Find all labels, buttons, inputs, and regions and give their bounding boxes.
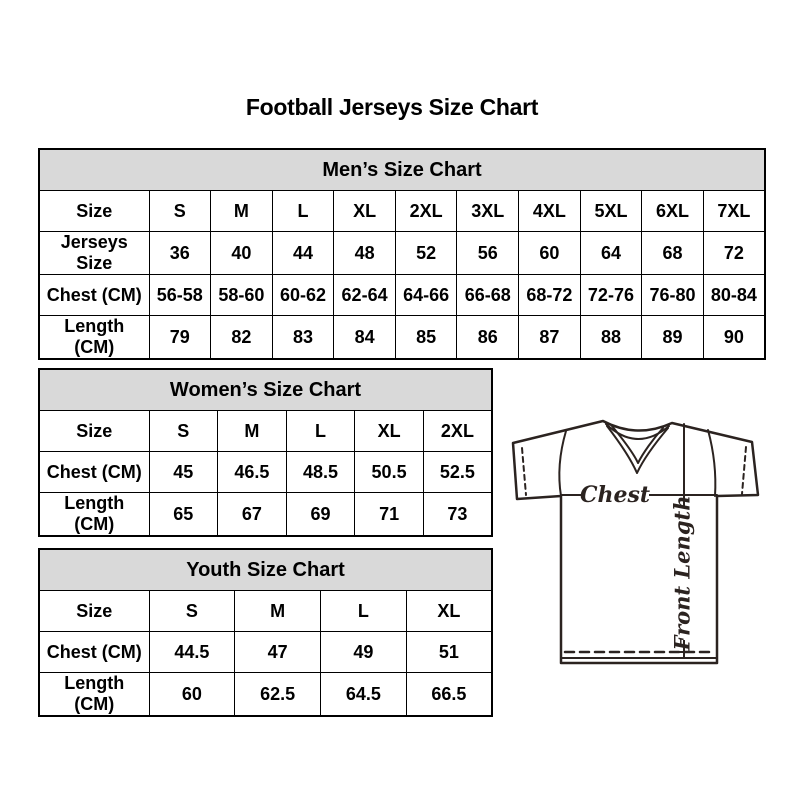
value-cell: 90	[703, 316, 765, 360]
left-cuff-stitch	[522, 448, 526, 495]
value-cell: 2XL	[423, 411, 492, 452]
row-label-cell: Chest (CM)	[39, 275, 149, 316]
value-cell: 62-64	[334, 275, 396, 316]
table-row	[39, 493, 492, 537]
womens-size-table	[38, 368, 493, 537]
value-cell: 76-80	[642, 275, 704, 316]
value-cell: 66.5	[406, 673, 492, 717]
value-cell: 73	[423, 493, 492, 537]
value-cell: 60	[519, 232, 581, 275]
value-cell: S	[149, 591, 235, 632]
value-cell: 64	[580, 232, 642, 275]
value-cell: 56	[457, 232, 519, 275]
value-cell: S	[149, 411, 218, 452]
value-cell: 52.5	[423, 452, 492, 493]
table-row	[39, 316, 765, 360]
value-cell: 48	[334, 232, 396, 275]
value-cell: 87	[519, 316, 581, 360]
value-cell: XL	[355, 411, 424, 452]
table-row	[39, 232, 765, 275]
value-cell: L	[321, 591, 407, 632]
value-cell: 71	[355, 493, 424, 537]
table-section-header: Men’s Size Chart	[39, 149, 765, 191]
table-row	[39, 632, 492, 673]
value-cell: 62.5	[235, 673, 321, 717]
value-cell: 83	[272, 316, 334, 360]
table-row	[39, 411, 492, 452]
left-armhole-seam	[559, 431, 566, 496]
value-cell: 47	[235, 632, 321, 673]
value-cell: L	[286, 411, 355, 452]
table-row	[39, 673, 492, 717]
row-label-cell: Chest (CM)	[39, 632, 149, 673]
chest-label: Chest	[579, 482, 651, 508]
value-cell: 84	[334, 316, 396, 360]
value-cell: 3XL	[457, 191, 519, 232]
table-row	[39, 452, 492, 493]
value-cell: 72	[703, 232, 765, 275]
row-label-cell: Length (CM)	[39, 316, 149, 360]
value-cell: 4XL	[519, 191, 581, 232]
value-cell: 44.5	[149, 632, 235, 673]
value-cell: 5XL	[580, 191, 642, 232]
table-header-row	[39, 149, 765, 191]
value-cell: 58-60	[211, 275, 273, 316]
value-cell: 46.5	[218, 452, 287, 493]
jersey-measurement-diagram	[500, 395, 780, 675]
mens-size-table	[38, 148, 766, 360]
value-cell: 50.5	[355, 452, 424, 493]
right-cuff-stitch	[742, 447, 746, 494]
value-cell: 72-76	[580, 275, 642, 316]
value-cell: 44	[272, 232, 334, 275]
value-cell: 69	[286, 493, 355, 537]
table-section-header: Youth Size Chart	[39, 549, 492, 591]
table-row	[39, 591, 492, 632]
value-cell: M	[218, 411, 287, 452]
value-cell: M	[211, 191, 273, 232]
value-cell: 89	[642, 316, 704, 360]
value-cell: XL	[406, 591, 492, 632]
page-title: Football Jerseys Size Chart	[245, 94, 539, 120]
value-cell: 60-62	[272, 275, 334, 316]
table-header-row	[39, 549, 492, 591]
row-label-cell: Length (CM)	[39, 673, 149, 717]
value-cell: 65	[149, 493, 218, 537]
value-cell: 88	[580, 316, 642, 360]
value-cell: 6XL	[642, 191, 704, 232]
value-cell: 51	[406, 632, 492, 673]
value-cell: 52	[395, 232, 457, 275]
value-cell: 86	[457, 316, 519, 360]
value-cell: 82	[211, 316, 273, 360]
value-cell: 67	[218, 493, 287, 537]
value-cell: 68	[642, 232, 704, 275]
value-cell: 49	[321, 632, 407, 673]
value-cell: 36	[149, 232, 211, 275]
table-row	[39, 275, 765, 316]
value-cell: 64.5	[321, 673, 407, 717]
value-cell: 85	[395, 316, 457, 360]
value-cell: 68-72	[519, 275, 581, 316]
value-cell: 80-84	[703, 275, 765, 316]
row-label-cell: Size	[39, 191, 149, 232]
value-cell: 66-68	[457, 275, 519, 316]
value-cell: 60	[149, 673, 235, 717]
table-header-row	[39, 369, 492, 411]
row-label-cell: Chest (CM)	[39, 452, 149, 493]
front-length-label: Front Length	[669, 495, 695, 651]
value-cell: 79	[149, 316, 211, 360]
row-label-cell: Size	[39, 411, 149, 452]
value-cell: 40	[211, 232, 273, 275]
value-cell: L	[272, 191, 334, 232]
table-section-header: Women’s Size Chart	[39, 369, 492, 411]
right-armhole-seam	[708, 430, 715, 496]
value-cell: S	[149, 191, 211, 232]
value-cell: XL	[334, 191, 396, 232]
value-cell: 48.5	[286, 452, 355, 493]
value-cell: 56-58	[149, 275, 211, 316]
row-label-cell: Size	[39, 591, 149, 632]
jersey-illustration	[500, 395, 780, 675]
row-label-cell: Length (CM)	[39, 493, 149, 537]
youth-size-table	[38, 548, 493, 717]
value-cell: 64-66	[395, 275, 457, 316]
value-cell: 7XL	[703, 191, 765, 232]
row-label-cell: Jerseys Size	[39, 232, 149, 275]
value-cell: 2XL	[395, 191, 457, 232]
table-row	[39, 191, 765, 232]
value-cell: M	[235, 591, 321, 632]
value-cell: 45	[149, 452, 218, 493]
